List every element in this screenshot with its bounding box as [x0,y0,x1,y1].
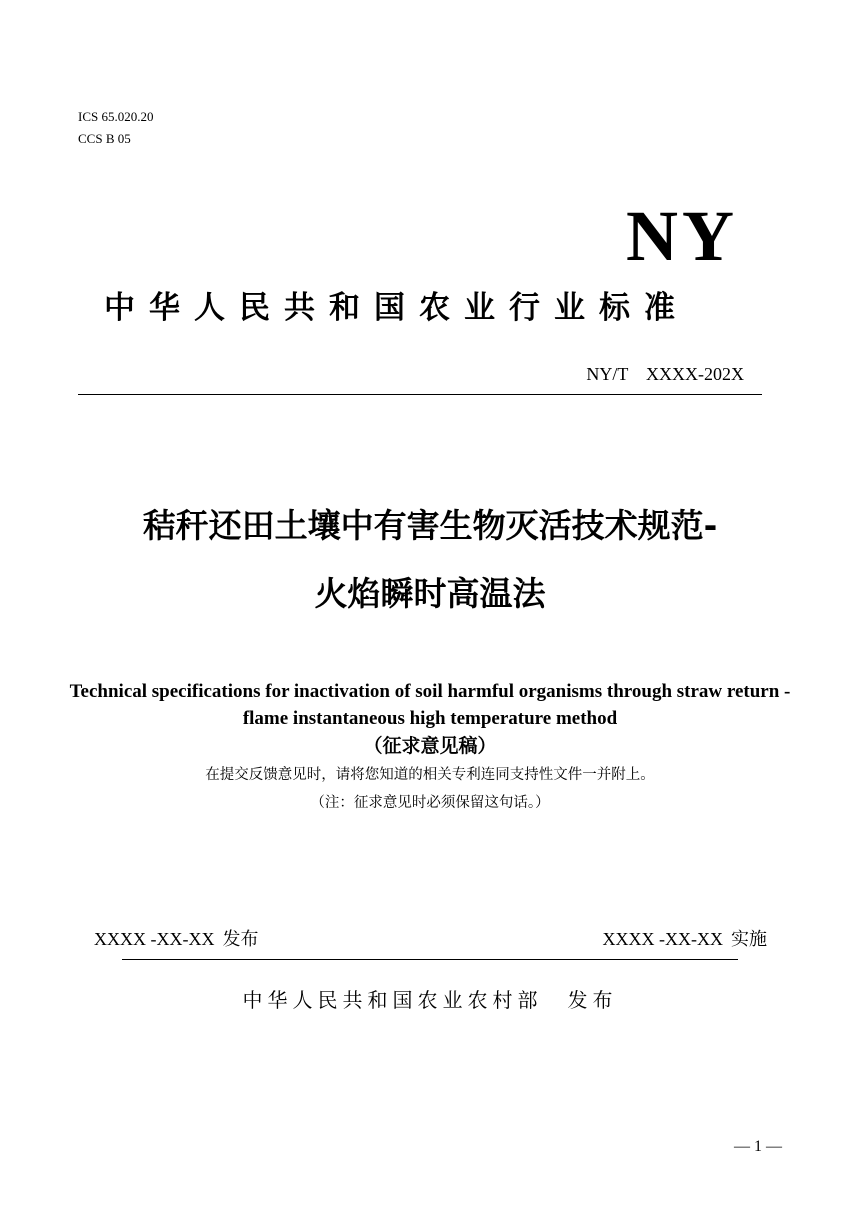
retain-note: （注：征求意见时必须保留这句话。） [310,795,550,811]
title-cn-line2: 火焰瞬时高温法 [314,574,546,613]
implementation-date [603,927,767,952]
org-title: 中华人民共和国农业行业标准 [104,290,689,326]
title-cn-line1: 秸秆还田土壤中有害生物灭活技术规范- [142,506,718,545]
ccs-code: CCS B 05 [78,131,131,146]
patent-note: 在提交反馈意见时，请将您知道的相关专利连同支持性文件一并附上。 [205,767,655,783]
title-en: Technical specifications for inactivation of soil harmful organisms through straw return - flame instantaneous high temperature method [69,681,791,729]
standard-number: NY/T XXXX-202X [586,364,744,384]
ny-logo: NY [626,196,738,276]
bottom-divider [122,959,738,960]
top-divider [78,394,762,395]
impl-date-label: 实施 [731,929,767,950]
draft-label: （征求意见稿） [363,735,497,757]
issue-date-value: XXXX -XX-XX [94,929,215,949]
ics-code: ICS 65.020.20 [78,109,154,124]
issue-date [94,927,258,952]
impl-date-value: XXXX -XX-XX [602,929,723,949]
page-number: — 1 — [734,1138,782,1155]
publisher: 中华人民共和国农业农村部 发布 [242,988,618,1012]
issue-date-label: 发布 [222,929,259,950]
